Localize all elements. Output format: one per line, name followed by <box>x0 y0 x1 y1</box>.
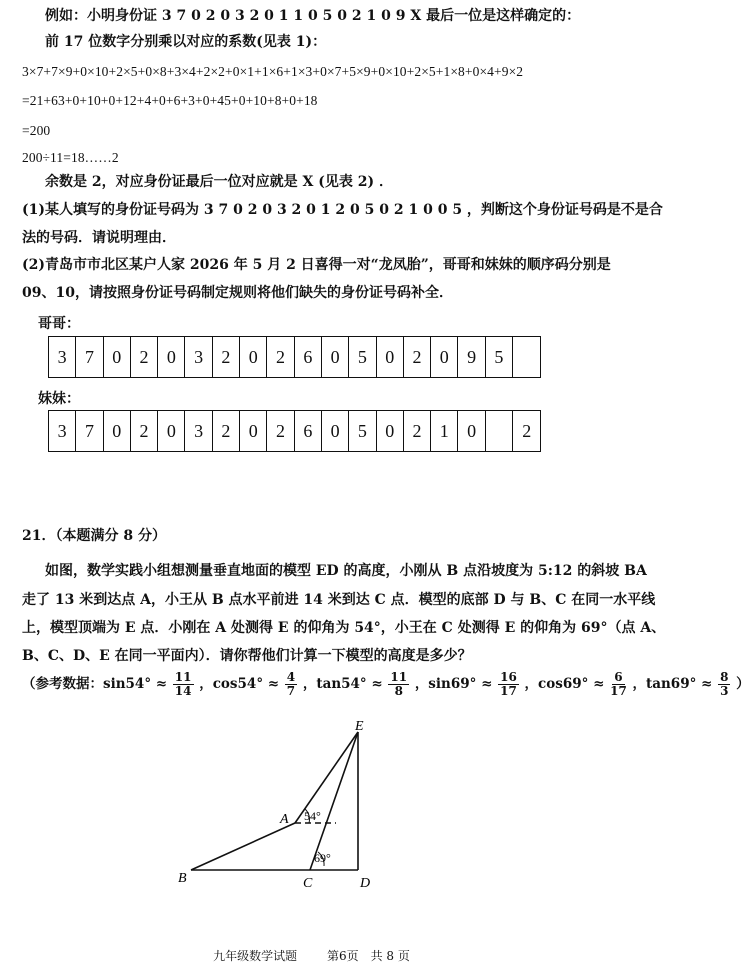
ref-sin69: ，sin69° ≈ <box>414 676 493 692</box>
id-digit-cell: 0 <box>158 411 185 451</box>
text-line-remainder: 余数是 2，对应身份证最后一位对应就是 X (见表 2) ． <box>45 174 393 190</box>
id-digit-cell: 0 <box>377 411 404 451</box>
fraction-tan54: $\frac{11}{8}$ <box>390 670 408 698</box>
angle-label-c: 69° <box>314 851 331 865</box>
angle-arc-c <box>318 852 324 866</box>
id-digit-cell: 2 <box>213 411 240 451</box>
q21-paragraph-2: 走了 13 米到达点 A，小王从 B 点水平前进 14 米到达 C 点．模型的底部 D 与 B、C 在同一水平线 <box>22 592 656 608</box>
text-line-2: 前 17 位数字分别乘以对应的系数(见表 1)： <box>45 34 327 50</box>
id-digit-cell: 2 <box>404 337 431 377</box>
question-1-line-2: 法的号码．请说明理由． <box>22 230 176 246</box>
segment-CE <box>310 732 358 870</box>
calc-line-3: =200 <box>22 123 51 138</box>
segment-AE <box>295 732 358 823</box>
question-1-line-1: (1)某人填写的身份证号码为 3 7 0 2 0 3 2 0 1 2 0 5 0 2 1 0 0 5 ，判断这个身份证号码是不是合 <box>22 202 663 218</box>
id-digit-cell: 2 <box>522 420 532 441</box>
q21-paragraph-4: B、C、D、E 在同一平面内）．请你帮他们计算一下模型的高度是多少？ <box>22 648 472 664</box>
q21-paragraph-3: 上，模型顶端为 E 点．小刚在 A 处测得 E 的仰角为 54°，小王在 C 处测得 E 的仰角为 69°（点 A、 <box>22 620 666 636</box>
id-digit-cell: 5 <box>349 411 376 451</box>
angle-arc-a <box>305 809 310 823</box>
id-digit-cell: 0 <box>240 411 267 451</box>
footer-page: 第6页 共 8 页 <box>326 949 410 963</box>
id-digit-cell: 7 <box>76 337 103 377</box>
id-digit-cell: 6 <box>295 411 322 451</box>
id-digit-cell: 0 <box>158 337 185 377</box>
id-digit-cell: 0 <box>322 411 349 451</box>
id-digit-cell <box>513 337 540 377</box>
fraction-sin54: $\frac{11}{14}$ <box>174 670 192 698</box>
sister-label: 妹妹： <box>38 391 80 407</box>
ref-cos69: ，cos69° ≈ <box>524 676 605 692</box>
fraction-cos54: $\frac{4}{7}$ <box>286 670 296 698</box>
fraction-cos69: $\frac{6}{17}$ <box>610 670 627 698</box>
question-2-line-2: 09、10，请按照身份证号码制定规则将他们缺失的身份证号码补全． <box>22 285 453 301</box>
text-line-1: 例如：小明身份证 3 7 0 2 0 3 2 0 1 1 0 5 0 2 1 0 9 X 最后一位是这样确定的： <box>45 8 581 24</box>
ref-cos54: ，cos54° ≈ <box>199 676 280 692</box>
calc-line-4: 200÷11=18……2 <box>22 150 119 165</box>
sister-id-row <box>48 410 541 452</box>
ref-tan54: ，tan54° ≈ <box>302 676 383 692</box>
calc-line-1: 3×7+7×9+0×10+2×5+0×8+3×4+2×2+0×1+1×6+1×3+0×7+5×9+0×10+2×5+1×8+0×4+9×2 <box>22 64 524 79</box>
brother-label: 哥哥： <box>38 316 80 332</box>
id-digit-cell <box>486 411 513 451</box>
ref-tan69: ，tan69° ≈ <box>632 676 713 692</box>
id-digit-cell: 0 <box>240 337 267 377</box>
id-digit-cell: 0 <box>322 337 349 377</box>
id-digit-cell: 2 <box>404 411 431 451</box>
id-digit-cell: 7 <box>76 411 103 451</box>
q21-header: 21．（本题满分 8 分） <box>22 528 166 544</box>
point-label-E: E <box>355 719 364 734</box>
id-digit-cell: 2 <box>267 337 294 377</box>
point-label-D: D <box>360 876 371 891</box>
ref-close: ） <box>736 676 750 692</box>
id-digit-cell: 9 <box>458 337 485 377</box>
id-digit-cell: 0 <box>431 337 458 377</box>
footer-subject: 九年级数学试题 <box>213 949 298 963</box>
angle-label-a: 54° <box>304 809 321 823</box>
question-2-line-1: (2)青岛市市北区某户人家 2026 年 5 月 2 日喜得一对“龙凤胎”，哥哥和妹妹的顺序码分别是 <box>22 257 611 273</box>
point-label-A: A <box>280 812 289 827</box>
id-digit-cell: 2 <box>213 337 240 377</box>
id-digit-cell: 0 <box>104 411 131 451</box>
id-digit-cell: 2 <box>267 411 294 451</box>
brother-id-row <box>48 336 541 378</box>
id-digit-cell: 3 <box>185 337 212 377</box>
id-digit-cell: 3 <box>185 411 212 451</box>
id-digit-cell: 2 <box>131 337 158 377</box>
point-label-C: C <box>303 876 313 891</box>
id-digit-cell: 5 <box>349 337 376 377</box>
point-label-B: B <box>178 871 187 886</box>
reference-data <box>22 668 750 700</box>
id-digit-cell: 6 <box>295 337 322 377</box>
id-digit-cell: 0 <box>377 337 404 377</box>
id-digit-cell: 3 <box>49 337 76 377</box>
ref-open: （参考数据：sin54° ≈ <box>22 676 168 692</box>
q21-paragraph-1: 如图，数学实践小组想测量垂直地面的模型 ED 的高度，小刚从 B 点沿坡度为 5:12 的斜坡 BA <box>45 563 647 579</box>
fraction-tan69: $\frac{8}{3}$ <box>720 670 729 698</box>
page-footer <box>0 947 623 964</box>
fraction-sin69: $\frac{16}{17}$ <box>500 670 517 698</box>
id-digit-cell: 0 <box>458 411 485 451</box>
id-digit-cell: 0 <box>104 337 131 377</box>
id-digit-cell: 5 <box>486 337 513 377</box>
id-digit-cell: 3 <box>49 411 76 451</box>
id-digit-cell: 2 <box>131 411 158 451</box>
segment-BA <box>191 823 295 870</box>
id-digit-cell: 1 <box>431 411 458 451</box>
calc-line-2: =21+63+0+10+0+12+4+0+6+3+0+45+0+10+8+0+18 <box>22 93 318 108</box>
